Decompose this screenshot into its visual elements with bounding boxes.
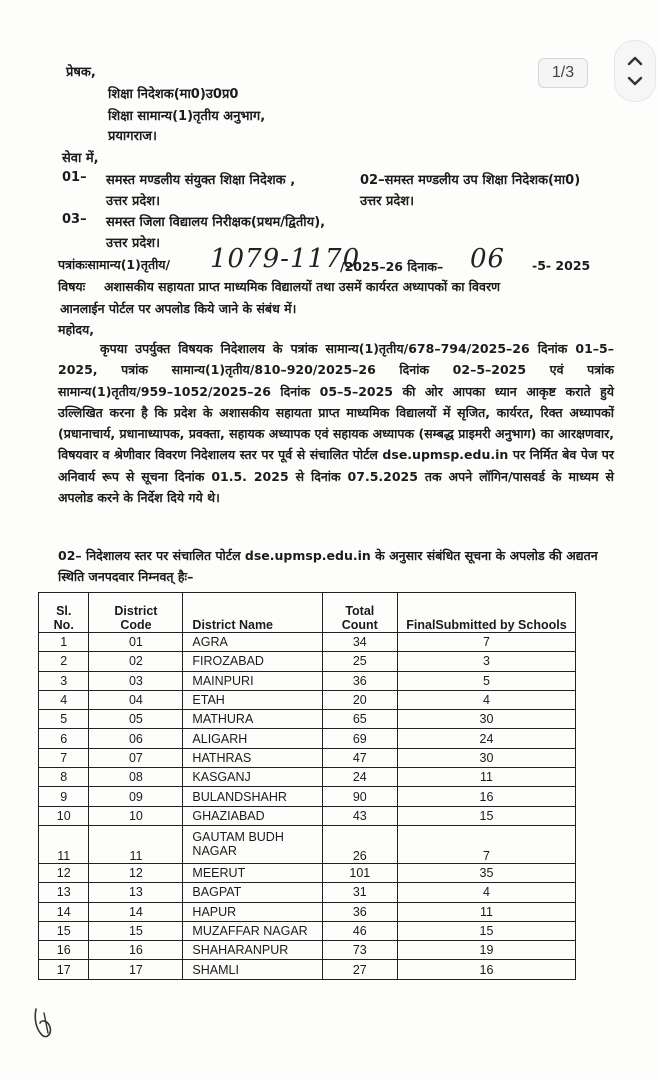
cell-final-submitted: 11 [397,768,575,787]
letter-ref-number: 1079-1170 [210,244,361,274]
cell-district-code: 11 [89,825,183,863]
recipient-1-line-2: उत्तर प्रदेश। [106,194,161,209]
cell-total-count: 69 [322,729,397,748]
cell-district-code: 07 [89,748,183,767]
cell-district-code: 09 [89,787,183,806]
cell-district-name: MEERUT [183,863,322,882]
cell-district-name: HATHRAS [183,748,322,767]
cell-district-code: 17 [89,960,183,979]
cell-district-name: MAINPURI [183,671,322,690]
cell-district-code: 03 [89,671,183,690]
cell-final-submitted: 30 [397,748,575,767]
cell-total-count: 47 [322,748,397,767]
cell-total-count: 20 [322,690,397,709]
cell-sl-no: 4 [39,690,89,709]
cell-total-count: 31 [322,883,397,902]
cell-sl-no: 6 [39,729,89,748]
salutation: महोदय, [58,322,94,337]
chevron-down-icon[interactable] [627,73,643,89]
table-row [39,787,576,806]
cell-final-submitted: 7 [397,825,575,863]
header-total-count: Total Count [322,593,397,633]
sender-line-1: शिक्षा निदेशक(मा0)उ0प्र0 [108,87,239,102]
cell-district-code: 02 [89,652,183,671]
cell-district-code: 15 [89,921,183,940]
header-final-submitted: FinalSubmitted by Schools [397,593,575,633]
cell-final-submitted: 19 [397,941,575,960]
header-district-code: District Code [89,593,183,633]
cell-sl-no: 13 [39,883,89,902]
cell-final-submitted: 4 [397,690,575,709]
recipient-1-line-1: समस्त मण्डलीय संयुक्त शिक्षा निदेशक , [106,173,296,188]
cell-district-name: SHAHARANPUR [183,941,322,960]
table-row [39,633,576,652]
recipient-3-line-2: उत्तर प्रदेश। [106,236,161,251]
cell-total-count: 25 [322,652,397,671]
table-row [39,748,576,767]
cell-final-submitted: 24 [397,729,575,748]
page-indicator [538,58,588,88]
letter-ref-prefix: पत्रांकःसामान्य(1)तृतीय/ [58,257,171,272]
cell-district-code: 13 [89,883,183,902]
handwritten-mark-icon [30,1005,60,1041]
table-row [39,902,576,921]
cell-final-submitted: 15 [397,921,575,940]
cell-sl-no: 1 [39,633,89,652]
cell-total-count: 36 [322,671,397,690]
cell-district-name: SHAMLI [183,960,322,979]
cell-sl-no: 16 [39,941,89,960]
table-row [39,729,576,748]
cell-sl-no: 11 [39,825,89,863]
paragraph-1: कृपया उपर्युक्त विषयक निदेशालय के पत्रांक सामान्य(1)तृतीय/678–794/2025–26 दिनांक 01–5–2025, पत्रांक सामान्य(1)तृतीय/810–920/2025–26 दिनांक 02–5–2025 एवं पत्रांक सामान्य(1)तृतीय/959–1052/2025–26 दिनांक 05–5–2025 की ओर आपका ध्यान आकृष्ट कराते हुये उल्लिखित करना है कि प्रदेश के अशासकीय सहायता प्राप्त माध्यमिक विद्यालयों में सृजित, कार्यरत, रिक्त अध्यापकों (प्रधानाचार्य, प्रधानाध्यापक, प्रवक्ता, सहायक अध्यापक एवं सहायक अध्यापक (सम्बद्ध प्राइमरी अनुभाग) का आरक्षणवार, विषयवार व श्रेणीवार विवरण निदेशालय स्तर पर पूर्व से संचालित पोर्टल dse.upmsp.edu.in पर निर्मित बेव पेज पर अनिवार्य रूप से सूचना दिनांक 01.5. 2025 से दिनांक 07.5.2025 तक अपने लॉगिन/पासवर्ड के माध्यम से अपलोड करने के निर्देश दिये गये थे। [58,341,614,506]
subject-line-2: आनलाईन पोर्टल पर अपलोड किये जाने के संबंध में। [60,301,297,316]
cell-district-code: 16 [89,941,183,960]
cell-total-count: 26 [322,825,397,863]
recipient-2-line-1: 02–समस्त मण्डलीय उप शिक्षा निदेशक(मा0) [360,173,581,188]
cell-sl-no: 2 [39,652,89,671]
cell-district-code: 01 [89,633,183,652]
cell-district-name: FIROZABAD [183,652,322,671]
table-row [39,690,576,709]
cell-district-code: 10 [89,806,183,825]
cell-sl-no: 12 [39,863,89,882]
recipient-3-number: 03– [62,212,87,227]
cell-sl-no: 5 [39,710,89,729]
cell-final-submitted: 35 [397,863,575,882]
cell-district-name: GAUTAM BUDH NAGAR [183,825,322,863]
page-nav-control[interactable] [614,40,656,102]
paragraph-2: 02– निदेशालय स्तर पर संचालित पोर्टल dse.upmsp.edu.in के अनुसार संबंधित सूचना के अपलोड की अद्यतन स्थिति जनपदवार निम्नवत् हैः– [58,548,598,585]
table-row [39,941,576,960]
header-sl-no: Sl. No. [39,593,89,633]
letter-ref-year: /2025–26 दिनाक– [340,259,444,274]
cell-district-code: 06 [89,729,183,748]
cell-sl-no: 10 [39,806,89,825]
letter-ref-date-suffix: -5- 2025 [532,258,591,273]
page-indicator-text: 1/3 [551,64,575,81]
cell-district-name: BULANDSHAHR [183,787,322,806]
table-row [39,883,576,902]
recipient-3-line-1: समस्त जिला विद्यालय निरीक्षक(प्रथम/द्वितीय), [106,215,326,230]
cell-total-count: 101 [322,863,397,882]
subject-line-1: अशासकीय सहायता प्राप्त माध्यमिक विद्यालयों तथा उसमें कार्यरत अध्यापकों का विवरण [104,279,501,294]
cell-sl-no: 8 [39,768,89,787]
cell-final-submitted: 4 [397,883,575,902]
sender-label: प्रेषक, [66,65,96,80]
cell-final-submitted: 30 [397,710,575,729]
cell-district-name: ETAH [183,690,322,709]
cell-total-count: 36 [322,902,397,921]
cell-final-submitted: 15 [397,806,575,825]
cell-district-code: 12 [89,863,183,882]
table-row [39,710,576,729]
cell-district-name: MUZAFFAR NAGAR [183,921,322,940]
cell-district-name: MATHURA [183,710,322,729]
cell-total-count: 73 [322,941,397,960]
sender-line-2: शिक्षा सामान्य(1)तृतीय अनुभाग, [108,109,266,124]
letter-ref-day: 06 [470,244,506,274]
cell-sl-no: 3 [39,671,89,690]
subject-label: विषयः [58,279,86,294]
cell-final-submitted: 16 [397,960,575,979]
cell-sl-no: 9 [39,787,89,806]
cell-final-submitted: 5 [397,671,575,690]
table-row [39,863,576,882]
cell-sl-no: 17 [39,960,89,979]
table-row [39,652,576,671]
district-status-table [38,592,576,980]
recipient-1-number: 01– [62,170,87,185]
table-header-row [39,593,576,633]
cell-total-count: 65 [322,710,397,729]
chevron-up-icon[interactable] [627,53,643,69]
cell-district-name: HAPUR [183,902,322,921]
cell-total-count: 46 [322,921,397,940]
cell-district-code: 05 [89,710,183,729]
cell-total-count: 34 [322,633,397,652]
table-row [39,768,576,787]
cell-sl-no: 7 [39,748,89,767]
cell-total-count: 43 [322,806,397,825]
cell-district-name: ALIGARH [183,729,322,748]
cell-district-code: 08 [89,768,183,787]
table-row [39,921,576,940]
sender-line-3: प्रयागराज। [108,129,157,144]
table-row [39,825,576,863]
table-row [39,960,576,979]
cell-sl-no: 14 [39,902,89,921]
cell-final-submitted: 16 [397,787,575,806]
cell-district-code: 04 [89,690,183,709]
cell-final-submitted: 3 [397,652,575,671]
table-row [39,671,576,690]
cell-district-code: 14 [89,902,183,921]
cell-district-name: KASGANJ [183,768,322,787]
cell-district-name: BAGPAT [183,883,322,902]
cell-total-count: 90 [322,787,397,806]
table-row [39,806,576,825]
cell-total-count: 24 [322,768,397,787]
cell-final-submitted: 7 [397,633,575,652]
cell-district-name: AGRA [183,633,322,652]
cell-sl-no: 15 [39,921,89,940]
header-district-name: District Name [183,593,322,633]
cell-district-name: GHAZIABAD [183,806,322,825]
cell-final-submitted: 11 [397,902,575,921]
to-label: सेवा में, [62,151,99,166]
cell-total-count: 27 [322,960,397,979]
recipient-2-line-2: उत्तर प्रदेश। [360,194,415,209]
